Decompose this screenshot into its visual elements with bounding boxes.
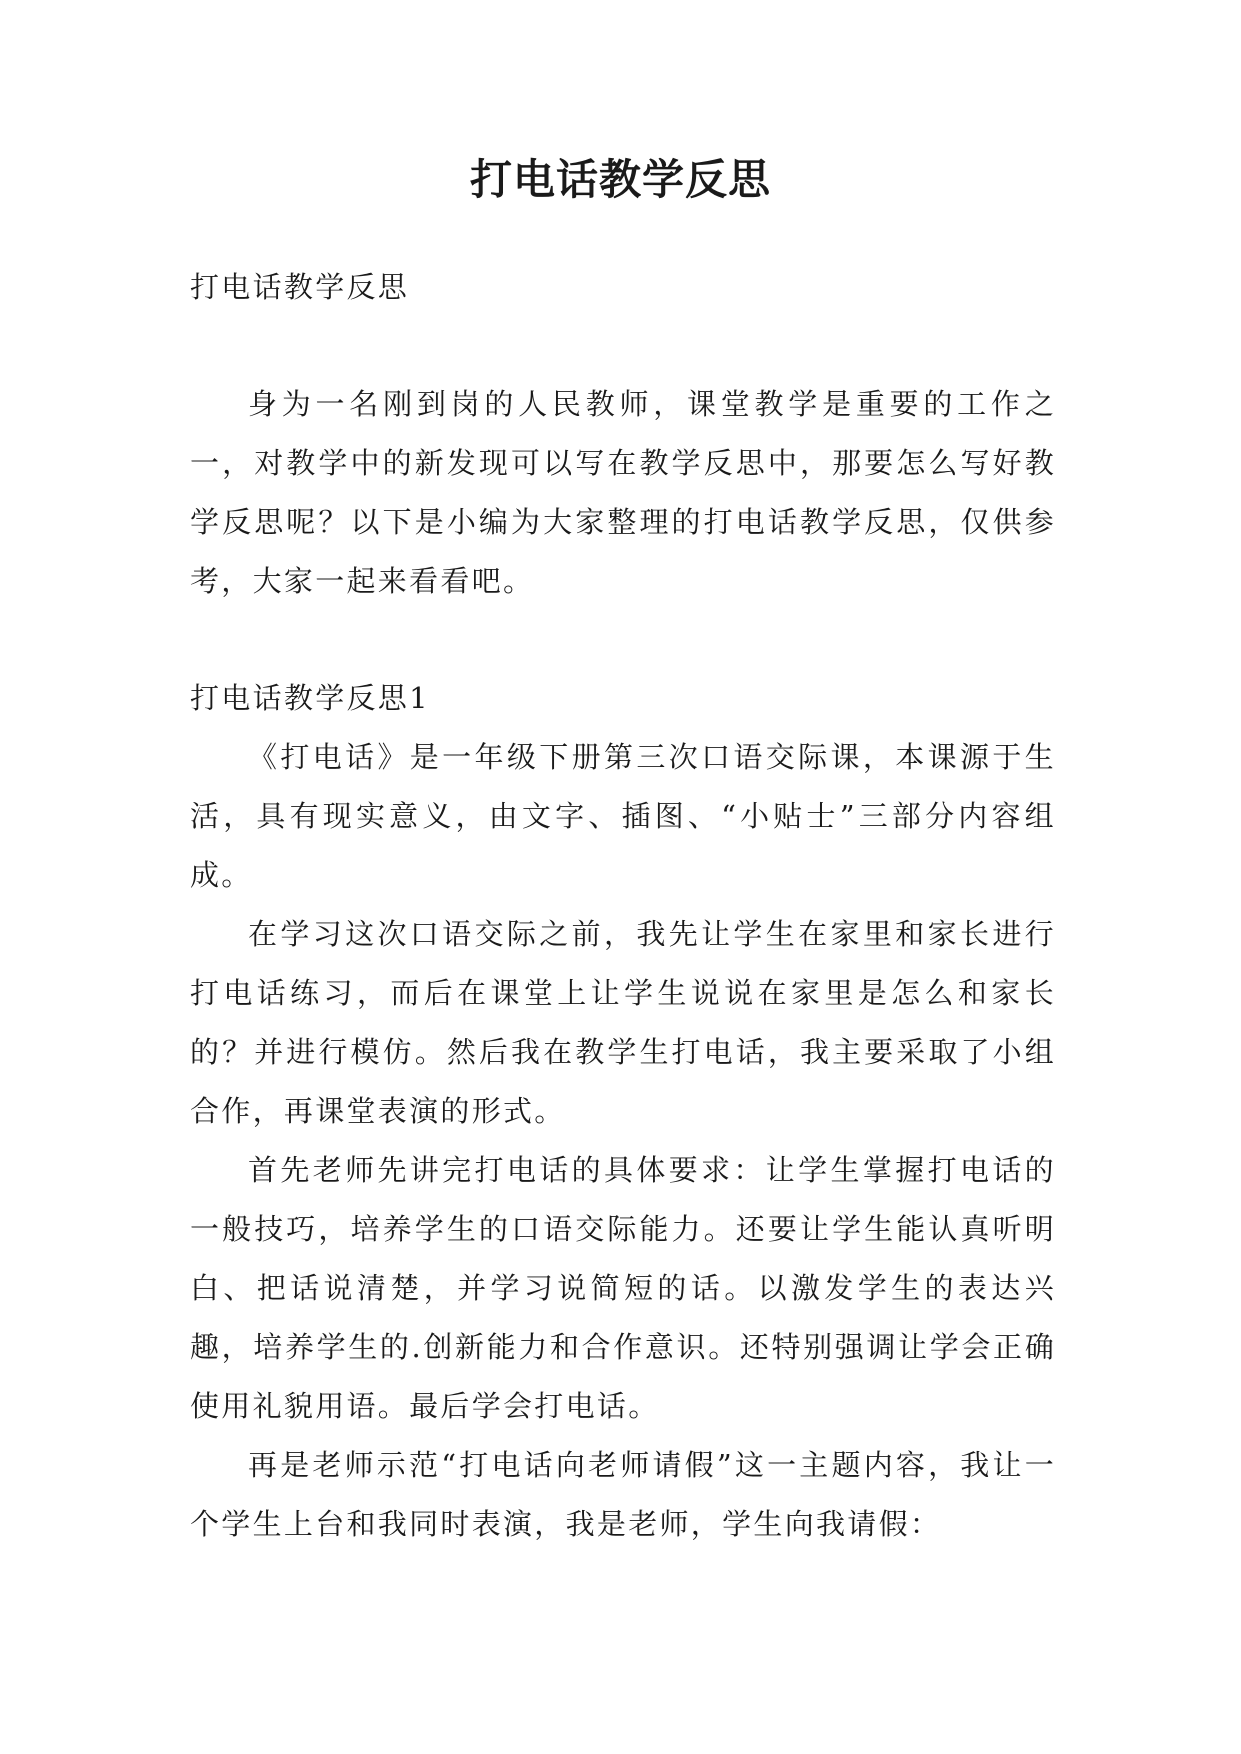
body-paragraph-2: 在学习这次口语交际之前，我先让学生在家里和家长进行打电话练习，而后在课堂上让学生说说在家里是怎么和家长的？并进行模仿。然后我在教学生打电话，我主要采取了小组合作，再课堂表演的形式。: [190, 917, 1056, 1128]
body-paragraph-4: 再是老师示范“打电话向老师请假”这一主题内容，我让一个学生上台和我同时表演，我是老师，学生向我请假：: [190, 1448, 1056, 1541]
body-paragraph-3: 首先老师先讲完打电话的具体要求：让学生掌握打电话的一般技巧，培养学生的口语交际能力。还要让学生能认真听明白、把话说清楚，并学习说简短的话。以激发学生的表达兴趣，培养学生的.创新能力和合作意识。还特别强调让学会正确使用礼貌用语。最后学会打电话。: [190, 1153, 1056, 1423]
subtitle: 打电话教学反思: [190, 270, 410, 304]
intro-paragraph: 身为一名刚到岗的人民教师，课堂教学是重要的工作之一，对教学中的新发现可以写在教学反思中，那要怎么写好教学反思呢？以下是小编为大家整理的打电话教学反思，仅供参考，大家一起来看看吧。: [190, 387, 1056, 598]
document-body: [190, 258, 1056, 1554]
section-heading: 打电话教学反思1: [190, 681, 430, 715]
document-title: 打电话教学反思: [469, 155, 771, 204]
body-paragraph-1: 《打电话》是一年级下册第三次口语交际课，本课源于生活，具有现实意义，由文字、插图、“小贴士”三部分内容组成。: [190, 740, 1056, 892]
